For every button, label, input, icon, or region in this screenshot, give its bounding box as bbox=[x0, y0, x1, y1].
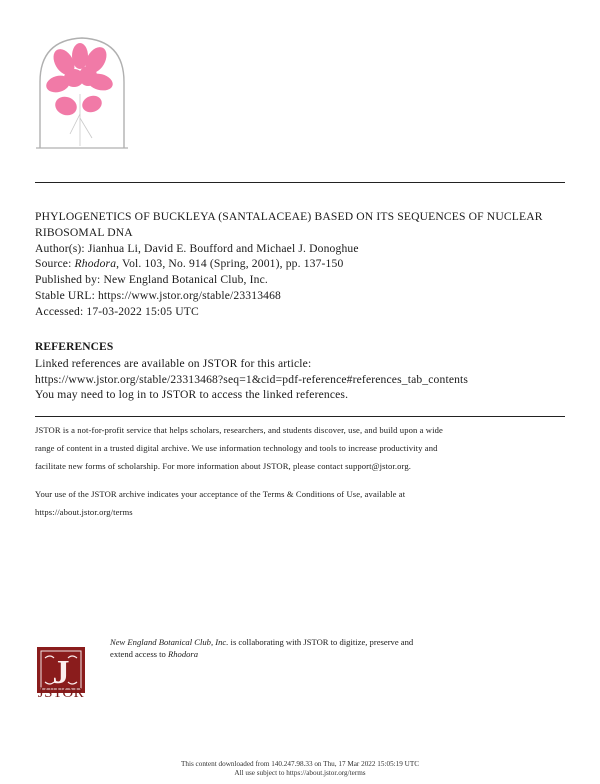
collab-journal: Rhodora bbox=[167, 648, 199, 659]
jstor-notice bbox=[35, 421, 565, 475]
article-metadata bbox=[35, 209, 575, 320]
jstor-wordmark: JSTOR bbox=[37, 685, 85, 701]
collab-publisher: New England Botanical Club, Inc. bbox=[110, 637, 229, 647]
references-link[interactable]: https://www.jstor.org/stable/23313468?seq=1&cid=pdf-reference#references_tab_contents bbox=[35, 372, 469, 386]
article-authors: Author(s): Jianhua Li, David E. Boufford and Michael J. Donoghue bbox=[35, 241, 359, 255]
publisher-flower-logo bbox=[34, 34, 130, 150]
article-stable-url[interactable]: Stable URL: https://www.jstor.org/stable/23313468 bbox=[35, 288, 281, 302]
notice-line-3: facilitate new forms of scholarship. For more information about JSTOR, please contact support@jstor.org. bbox=[35, 461, 411, 471]
article-title-line-2: RIBOSOMAL DNA bbox=[35, 225, 133, 239]
download-footer bbox=[0, 760, 600, 778]
article-title-line-1: PHYLOGENETICS OF BUCKLEYA (SANTALACEAE) BASED ON ITS SEQUENCES OF NUCLEAR bbox=[35, 210, 543, 223]
terms-line-1: Your use of the JSTOR archive indicates your acceptance of the Terms & Conditions of Use, available at bbox=[35, 489, 406, 499]
article-accessed: Accessed: 17-03-2022 15:05 UTC bbox=[35, 304, 199, 318]
source-journal: Rhodora bbox=[74, 257, 117, 271]
svg-text:J: J bbox=[52, 654, 70, 691]
article-publisher: Published by: New England Botanical Club, Inc. bbox=[35, 273, 268, 287]
middle-divider bbox=[35, 416, 565, 417]
references-line-1: Linked references are available on JSTOR for this article: bbox=[35, 356, 312, 370]
footer-line-2: All use subject to https://about.jstor.org/terms bbox=[234, 769, 366, 777]
footer-line-1: This content downloaded from 140.247.98.33 on Thu, 17 Mar 2022 15:05:19 UTC bbox=[180, 760, 420, 768]
top-divider bbox=[35, 182, 565, 183]
terms-link[interactable]: https://about.jstor.org/terms bbox=[35, 507, 133, 517]
references-section bbox=[35, 340, 575, 403]
notice-line-2: range of content in a trusted digital archive. We use information technology and tools to increase productivity and bbox=[35, 443, 438, 453]
references-line-3: You may need to log in to JSTOR to access the linked references. bbox=[35, 388, 349, 402]
references-heading: REFERENCES bbox=[35, 341, 114, 353]
notice-line-1: JSTOR is a not-for-profit service that helps scholars, researchers, and students discover, use, and build upon a wide bbox=[35, 425, 443, 435]
terms-notice bbox=[35, 485, 565, 521]
article-source: Source: Rhodora, Vol. 103, No. 914 (Spring, 2001), pp. 137-150 bbox=[35, 257, 344, 271]
collaboration-notice: New England Botanical Club, Inc. is collaborating with JSTOR to digitize, preserve and extend access to Rhodora bbox=[110, 637, 414, 659]
